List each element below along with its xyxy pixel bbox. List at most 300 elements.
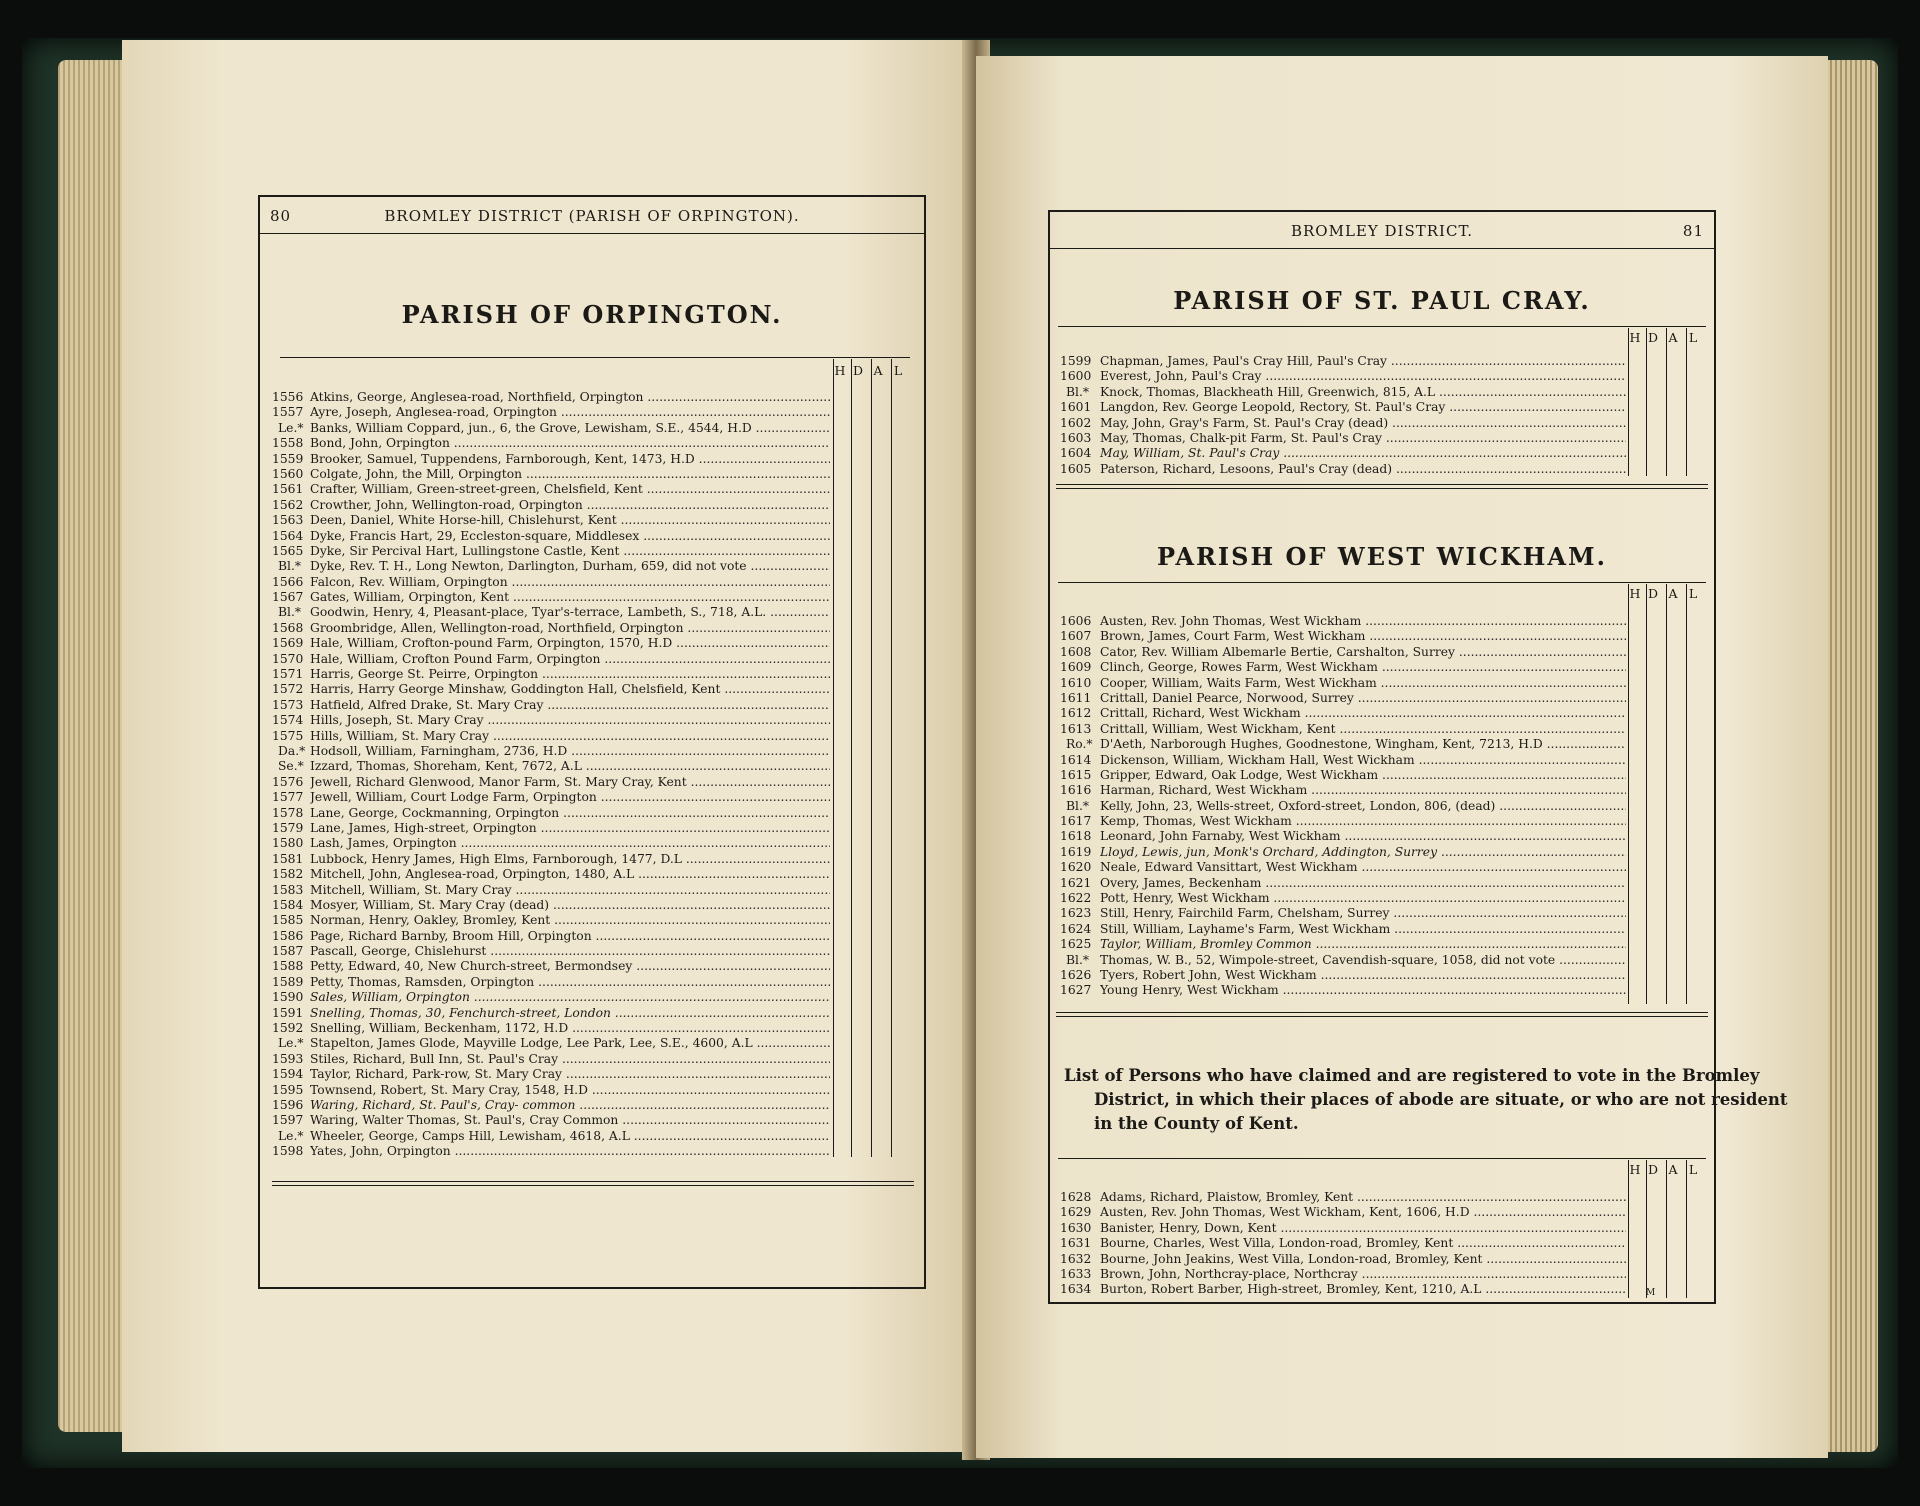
entry-number: Bl.* [278,605,302,620]
entry-number: 1606 [1060,614,1092,628]
list-item [272,605,830,620]
entry-name-address: Atkins, George, Anglesea-road, Northfield, Orpington ..... [310,390,830,405]
list-item [272,790,830,805]
entry-number: 1602 [1060,415,1092,430]
list-item [1060,1267,1626,1282]
list-item [272,405,830,420]
list-item [272,1067,830,1082]
list-item [1060,1236,1626,1251]
list-item [1060,614,1626,629]
entry-number: 1609 [1060,660,1092,675]
entry-number: 1557 [272,405,304,420]
entry-name-address: Falcon, Rev. William, Orpington ..... [310,575,830,590]
entry-name-address: Lloyd, Lewis, jun, Monk's Orchard, Addington, Surrey ..... [1100,845,1626,860]
entry-number: 1565 [272,543,304,558]
entry-number: 1582 [272,867,304,882]
entry-name-address: Stiles, Richard, Bull Inn, St. Paul's Cray ..... [310,1052,830,1067]
list-item [1060,400,1626,415]
list-item [272,852,830,867]
entry-number: 1576 [272,774,304,789]
entry-name-address: Crafter, William, Green-street-green, Chelsfield, Kent ..... [310,482,830,497]
entry-number: 1604 [1060,446,1092,461]
right-page [976,56,1828,1458]
entry-number: 1581 [272,851,304,866]
column-h: H [1629,586,1641,601]
left-page-frame [258,195,926,1289]
entry-number: 1603 [1060,430,1092,445]
entry-number: Le.* [278,420,304,435]
entry-name-address: Snelling, Thomas, 30, Fenchurch-street, London ..... [310,1006,830,1021]
entry-name-address: Jewell, Richard Glenwood, Manor Farm, St. Mary Cray, Kent ..... [310,775,830,790]
column-d: D [1647,330,1659,345]
running-head [1050,216,1714,244]
entry-name-address: Tyers, Robert John, West Wickham ..... [1100,968,1626,983]
entry-name-address: Hale, William, Crofton Pound Farm, Orpington ..... [310,652,830,667]
entry-name-address: Langdon, Rev. George Leopold, Rectory, St. Paul's Cray ..... [1100,400,1626,415]
list-item [272,1006,830,1021]
entry-name-address: Burton, Robert Barber, High-street, Bromley, Kent, 1210, A.L ..... [1100,1282,1626,1297]
entry-name-address: Dyke, Sir Percival Hart, Lullingstone Castle, Kent ..... [310,544,830,559]
list-item [1060,354,1626,369]
list-item [272,1098,830,1113]
list-item [1060,660,1626,675]
entry-name-address: Dyke, Francis Hart, 29, Eccleston-square, Middlesex ..... [310,529,830,544]
column-d: D [1647,586,1659,601]
list-item [272,1052,830,1067]
list-item [272,652,830,667]
list-item [272,975,830,990]
entry-name-address: D'Aeth, Narborough Hughes, Goodnestone, Wingham, Kent, 7213, H.D ..... [1100,737,1626,752]
list-item [272,990,830,1005]
list-item [1060,1205,1626,1220]
registration-notice [1064,1064,1788,1136]
column-l: L [1688,1162,1698,1177]
list-item [272,1036,830,1051]
entry-number: 1617 [1060,814,1092,829]
entry-name-address: May, William, St. Paul's Cray ..... [1100,446,1626,461]
list-item [1060,416,1626,431]
entry-number: 1608 [1060,644,1092,659]
list-item [1060,783,1626,798]
parish-title: PARISH OF ORPINGTON. [401,300,783,329]
list-item [272,929,830,944]
entry-name-address: Mitchell, William, St. Mary Cray ..... [310,883,830,898]
entry-name-address: Harman, Richard, West Wickham ..... [1100,783,1626,798]
list-item [272,806,830,821]
entry-name-address: Brown, John, Northcray-place, Northcray ..... [1100,1267,1626,1282]
entry-name-address: Petty, Edward, 40, New Church-street, Bermondsey ..... [310,959,830,974]
entry-name-address: Ayre, Joseph, Anglesea-road, Orpington ..... [310,405,830,420]
entry-number: 1628 [1060,1190,1092,1204]
entry-name-address: Bourne, John Jeakins, West Villa, London-road, Bromley, Kent ..... [1100,1252,1626,1267]
entry-name-address: Chapman, James, Paul's Cray Hill, Paul's Cray ..... [1100,354,1626,369]
column-d: D [852,363,864,378]
entry-number: 1627 [1060,983,1092,998]
list-item [272,436,830,451]
entry-name-address: Wheeler, George, Camps Hill, Lewisham, 4618, A.L ..... [310,1129,830,1144]
list-item [1060,1221,1626,1236]
entry-number: 1560 [272,466,304,481]
entry-number: 1591 [272,1005,304,1020]
entry-number: Le.* [278,1036,304,1051]
list-item [1060,431,1626,446]
entry-number: 1610 [1060,675,1092,690]
entry-name-address: Hatfield, Alfred Drake, St. Mary Cray ..... [310,698,830,713]
list-item [272,452,830,467]
entry-name-address: Overy, James, Beckenham ..... [1100,876,1626,891]
entry-number: 1618 [1060,829,1092,844]
entry-number: 1580 [272,836,304,851]
list-item [1060,891,1626,906]
entry-number: 1601 [1060,400,1092,415]
entry-number: 1575 [272,728,304,743]
entry-name-address: Stapelton, James Glode, Mayville Lodge, Lee Park, Lee, S.E., 4600, A.L ..... [310,1036,830,1051]
entry-name-address: Cator, Rev. William Albemarle Bertie, Carshalton, Surrey ..... [1100,645,1626,660]
entry-number: 1620 [1060,860,1092,875]
entry-name-address: Pott, Henry, West Wickham ..... [1100,891,1626,906]
entry-number: 1625 [1060,937,1092,952]
list-item [1060,722,1626,737]
entry-name-address: Adams, Richard, Plaistow, Bromley, Kent ..... [1100,1190,1626,1205]
page-number: 81 [1682,222,1704,240]
entry-name-address: Page, Richard Barnby, Broom Hill, Orpington ..... [310,929,830,944]
list-item [272,898,830,913]
list-item [272,1083,830,1098]
list-item [1060,876,1626,891]
list-item [272,944,830,959]
list-item [1060,1190,1626,1205]
list-item [1060,462,1626,477]
entry-name-address: May, Thomas, Chalk-pit Farm, St. Paul's Cray ..... [1100,431,1626,446]
entry-name-address: Hills, Joseph, St. Mary Cray ..... [310,713,830,728]
list-item [1060,676,1626,691]
list-item [272,467,830,482]
notice-line-3: in the County of Kent. [1094,1114,1299,1133]
entry-name-address: Banks, William Coppard, jun., 6, the Grove, Lewisham, S.E., 4544, H.D ..... [310,421,830,436]
entry-name-address: Harris, George St. Peirre, Orpington ..... [310,667,830,682]
column-h: H [1629,1162,1641,1177]
column-d: D [1647,1162,1659,1177]
entry-name-address: Groombridge, Allen, Wellington-road, Northfield, Orpington ..... [310,621,830,636]
entry-number: 1621 [1060,875,1092,890]
entry-name-address: Izzard, Thomas, Shoreham, Kent, 7672, A.L ..... [310,759,830,774]
column-l: L [893,363,903,378]
entry-name-address: Dickenson, William, Wickham Hall, West Wickham ..... [1100,753,1626,768]
list-item [272,1129,830,1144]
list-item [272,959,830,974]
entry-number: Le.* [278,1128,304,1143]
entry-name-address: Lane, George, Cockmanning, Orpington ..... [310,806,830,821]
entry-name-address: Still, Henry, Fairchild Farm, Chelsham, Surrey ..... [1100,906,1626,921]
voter-list-west-wickham [1060,614,1626,999]
entry-name-address: Young Henry, West Wickham ..... [1100,983,1626,998]
list-item [1060,937,1626,952]
entry-number: 1615 [1060,767,1092,782]
entry-name-address: Jewell, William, Court Lodge Farm, Orpington ..... [310,790,830,805]
entry-name-address: Harris, Harry George Minshaw, Goddington Hall, Chelsfield, Kent ..... [310,682,830,697]
entry-number: 1598 [272,1144,304,1159]
entry-name-address: Snelling, William, Beckenham, 1172, H.D ..... [310,1021,830,1036]
entry-number: Se.* [278,759,304,774]
entry-name-address: Austen, Rev. John Thomas, West Wickham ..... [1100,614,1626,629]
list-item [1060,845,1626,860]
entry-name-address: Lash, James, Orpington ..... [310,836,830,851]
column-a: A [1668,330,1678,345]
list-item [272,759,830,774]
list-item [272,744,830,759]
list-item [272,575,830,590]
entry-name-address: Banister, Henry, Down, Kent ..... [1100,1221,1626,1236]
list-item [272,883,830,898]
running-head-title: BROMLEY DISTRICT (PARISH OF ORPINGTON). [384,207,800,225]
column-h: H [834,363,846,378]
entry-name-address: Crittall, William, West Wickham, Kent ..... [1100,722,1626,737]
list-item [1060,737,1626,752]
voter-list-orpington [272,390,830,1160]
list-item [1060,968,1626,983]
list-item [272,421,830,436]
list-item [1060,829,1626,844]
entry-number: 1632 [1060,1251,1092,1266]
entry-name-address: Waring, Richard, St. Paul's, Cray- common ..... [310,1098,830,1113]
entry-number: Bl.* [1066,798,1090,813]
list-item [272,621,830,636]
entry-name-address: Gates, William, Orpington, Kent ..... [310,590,830,605]
list-item [272,821,830,836]
entry-number: 1612 [1060,706,1092,721]
list-item [1060,706,1626,721]
entry-name-address: Townsend, Robert, St. Mary Cray, 1548, H.D ..... [310,1083,830,1098]
notice-line-2: District, in which their places of abode are situate, or who are not resident [1094,1090,1788,1109]
list-item [1060,369,1626,384]
entry-name-address: Hale, William, Crofton-pound Farm, Orpington, 1570, H.D ..... [310,636,830,651]
entry-number: 1626 [1060,967,1092,982]
entry-number: 1607 [1060,629,1092,644]
list-item [272,529,830,544]
entry-number: 1587 [272,944,304,959]
entry-name-address: Sales, William, Orpington ..... [310,990,830,1005]
entry-number: 1569 [272,636,304,651]
list-item [272,667,830,682]
entry-number: 1599 [1060,354,1092,368]
entry-name-address: Kelly, John, 23, Wells-street, Oxford-street, London, 806, (dead) ..... [1100,799,1626,814]
list-item [1060,645,1626,660]
entry-name-address: Pascall, George, Chislehurst ..... [310,944,830,959]
entry-number: 1614 [1060,752,1092,767]
voter-list-non-resident [1060,1190,1626,1298]
left-page [122,40,972,1452]
page-number: 80 [270,207,292,225]
entry-number: 1630 [1060,1220,1092,1235]
entry-number: 1559 [272,451,304,466]
voter-list-st-paul-cray [1060,354,1626,477]
entry-number: 1600 [1060,369,1092,384]
entry-number: 1583 [272,882,304,897]
entry-name-address: Petty, Thomas, Ramsden, Orpington ..... [310,975,830,990]
list-item [272,544,830,559]
list-item [272,729,830,744]
list-item [1060,953,1626,968]
entry-name-address: Brooker, Samuel, Tuppendens, Farnborough, Kent, 1473, H.D ..... [310,452,830,467]
notice-line-1: List of Persons who have claimed and are registered to vote in the Bromley [1064,1066,1760,1085]
list-item [272,1021,830,1036]
list-item [1060,814,1626,829]
entry-name-address: Taylor, William, Bromley Common ..... [1100,937,1626,952]
entry-number: 1573 [272,697,304,712]
list-item [272,913,830,928]
list-item [272,482,830,497]
entry-name-address: Gripper, Edward, Oak Lodge, West Wickham ..... [1100,768,1626,783]
entry-number: 1629 [1060,1205,1092,1220]
list-item [1060,906,1626,921]
entry-number: 1624 [1060,921,1092,936]
column-a: A [1668,1162,1678,1177]
entry-number: 1564 [272,528,304,543]
entry-name-address: Bourne, Charles, West Villa, London-road, Bromley, Kent ..... [1100,1236,1626,1251]
parish-title-west-wickham: PARISH OF WEST WICKHAM. [1157,542,1607,571]
list-item [1060,691,1626,706]
entry-name-address: Brown, James, Court Farm, West Wickham ..... [1100,629,1626,644]
entry-number: 1574 [272,713,304,728]
entry-number: 1586 [272,928,304,943]
entry-name-address: Everest, John, Paul's Cray ..... [1100,369,1626,384]
entry-name-address: Hills, William, St. Mary Cray ..... [310,729,830,744]
entry-number: 1572 [272,682,304,697]
entry-number: 1592 [272,1021,304,1036]
entry-number: 1596 [272,1097,304,1112]
list-item [1060,385,1626,400]
list-item [1060,860,1626,875]
entry-name-address: Lubbock, Henry James, High Elms, Farnborough, 1477, D.L ..... [310,852,830,867]
list-item [272,867,830,882]
entry-number: 1585 [272,913,304,928]
entry-name-address: Goodwin, Henry, 4, Pleasant-place, Tyar's-terrace, Lambeth, S., 718, A.L. ..... [310,605,830,620]
entry-number: 1566 [272,574,304,589]
list-item [272,636,830,651]
signature-mark: M [1646,1288,1656,1298]
entry-number: 1611 [1060,690,1092,705]
entry-name-address: Neale, Edward Vansittart, West Wickham ..... [1100,860,1626,875]
entry-number: 1584 [272,897,304,912]
entry-number: 1613 [1060,721,1092,736]
entry-name-address: Taylor, Richard, Park-row, St. Mary Cray ..... [310,1067,830,1082]
list-item [272,775,830,790]
entry-number: Da.* [278,743,306,758]
entry-name-address: Kemp, Thomas, West Wickham ..... [1100,814,1626,829]
entry-number: 1590 [272,990,304,1005]
entry-number: 1633 [1060,1266,1092,1281]
column-a: A [1668,586,1678,601]
entry-number: 1595 [272,1082,304,1097]
column-l: L [1688,586,1698,601]
entry-number: Bl.* [1066,384,1090,399]
entry-number: Bl.* [278,559,302,574]
entry-number: 1605 [1060,461,1092,476]
list-item [272,698,830,713]
column-h: H [1629,330,1641,345]
entry-number: 1556 [272,390,304,404]
entry-name-address: Mosyer, William, St. Mary Cray (dead) ..... [310,898,830,913]
list-item [1060,446,1626,461]
entry-name-address: Paterson, Richard, Lesoons, Paul's Cray (dead) ..... [1100,462,1626,477]
entry-number: 1578 [272,805,304,820]
entry-number: 1577 [272,790,304,805]
list-item [1060,768,1626,783]
entry-number: 1558 [272,436,304,451]
entry-number: 1634 [1060,1282,1092,1297]
list-item [272,682,830,697]
entry-name-address: Knock, Thomas, Blackheath Hill, Greenwich, 815, A.L ..... [1100,385,1626,400]
entry-number: 1589 [272,974,304,989]
entry-name-address: Hodsoll, William, Farningham, 2736, H.D ..... [310,744,830,759]
entry-name-address: Cooper, William, Waits Farm, West Wickham ..... [1100,676,1626,691]
list-item [272,590,830,605]
entry-number: 1568 [272,620,304,635]
entry-name-address: Colgate, John, the Mill, Orpington ..... [310,467,830,482]
entry-number: 1622 [1060,891,1092,906]
entry-number: Ro.* [1066,737,1093,752]
entry-number: 1594 [272,1067,304,1082]
column-a: A [873,363,883,378]
column-l: L [1688,330,1698,345]
entry-number: 1631 [1060,1236,1092,1251]
entry-name-address: Waring, Walter Thomas, St. Paul's, Cray Common ..... [310,1113,830,1128]
page-edges-right [1822,60,1878,1452]
entry-name-address: Yates, John, Orpington ..... [310,1144,830,1159]
entry-number: Bl.* [1066,952,1090,967]
entry-number: 1619 [1060,844,1092,859]
entry-name-address: Crittall, Daniel Pearce, Norwood, Surrey ..... [1100,691,1626,706]
entry-number: 1597 [272,1113,304,1128]
entry-number: 1562 [272,497,304,512]
list-item [272,1144,830,1159]
entry-number: 1567 [272,590,304,605]
entry-name-address: Leonard, John Farnaby, West Wickham ..... [1100,829,1626,844]
parish-title-st-paul-cray: PARISH OF ST. PAUL CRAY. [1173,286,1591,315]
list-item [272,390,830,405]
list-item [1060,799,1626,814]
list-item [1060,922,1626,937]
entry-number: 1563 [272,513,304,528]
list-item [1060,1282,1626,1297]
entry-number: 1593 [272,1051,304,1066]
list-item [272,498,830,513]
entry-name-address: Austen, Rev. John Thomas, West Wickham, Kent, 1606, H.D ..... [1100,1205,1626,1220]
entry-name-address: May, John, Gray's Farm, St. Paul's Cray (dead) ..... [1100,416,1626,431]
entry-name-address: Mitchell, John, Anglesea-road, Orpington, 1480, A.L ..... [310,867,830,882]
entry-number: 1623 [1060,906,1092,921]
entry-name-address: Dyke, Rev. T. H., Long Newton, Darlington, Durham, 659, did not vote ..... [310,559,830,574]
list-item [272,836,830,851]
list-item [1060,753,1626,768]
list-item [1060,983,1626,998]
entry-name-address: Bond, John, Orpington ..... [310,436,830,451]
list-item [272,559,830,574]
list-item [272,713,830,728]
entry-number: 1616 [1060,783,1092,798]
entry-number: 1561 [272,482,304,497]
entry-name-address: Still, William, Layhame's Farm, West Wickham ..... [1100,922,1626,937]
entry-name-address: Norman, Henry, Oakley, Bromley, Kent ..... [310,913,830,928]
entry-name-address: Crowther, John, Wellington-road, Orpington ..... [310,498,830,513]
entry-number: 1579 [272,820,304,835]
running-head-title: BROMLEY DISTRICT. [1290,222,1474,240]
entry-name-address: Thomas, W. B., 52, Wimpole-street, Cavendish-square, 1058, did not vote ..... [1100,953,1626,968]
list-item [1060,629,1626,644]
right-page-frame [1048,210,1788,1304]
entry-name-address: Crittall, Richard, West Wickham ..... [1100,706,1626,721]
entry-number: 1570 [272,651,304,666]
